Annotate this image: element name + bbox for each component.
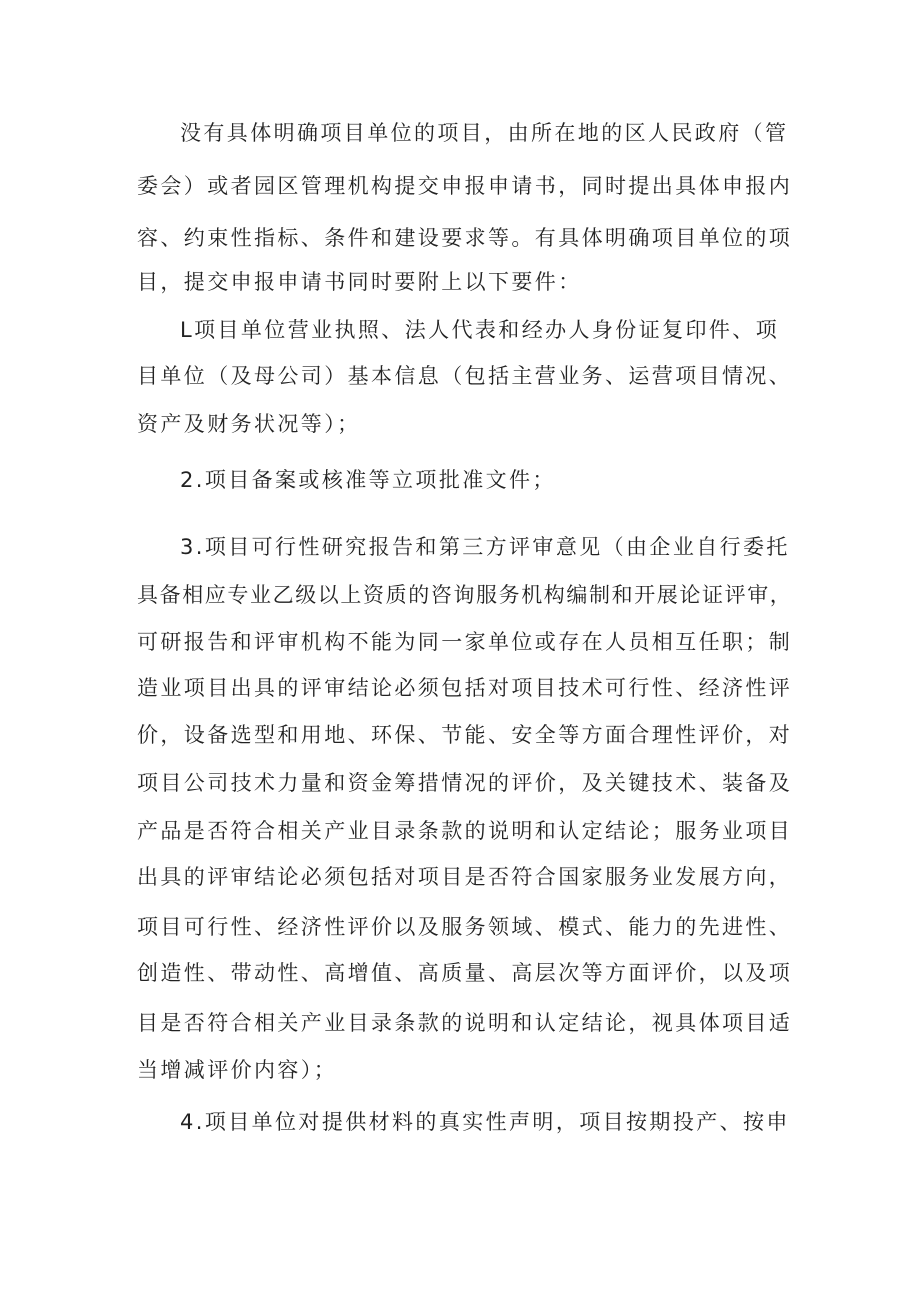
text-line: 产品是否符合相关产业目录条款的说明和认定结论；服务业项目 <box>137 819 793 843</box>
text-line: 委会）或者园区管理机构提交申报申请书，同时提出具体申报内 <box>137 174 793 198</box>
text-line: 目，提交申报申请书同时要附上以下要件： <box>137 270 582 294</box>
text-line: 4.项目单位对提供材料的真实性声明，项目按期投产、按申 <box>180 1110 790 1134</box>
text-line: 可研报告和评审机构不能为同一家单位或存在人员相互任职；制 <box>137 630 793 654</box>
text-line: 出具的评审结论必须包括对项目是否符合国家服务业发展方向， <box>137 865 793 889</box>
text-line: 目是否符合相关产业目录条款的说明和认定结论，视具体项目适 <box>137 1011 793 1035</box>
text-line: L项目单位营业执照、法人代表和经办人身份证复印件、项 <box>180 318 780 342</box>
text-line: 具备相应专业乙级以上资质的咨询服务机构编制和开展论证评审， <box>137 583 793 607</box>
text-line: 2.项目备案或核准等立项批准文件； <box>180 468 556 492</box>
text-line: 价，设备选型和用地、环保、节能、安全等方面合理性评价，对 <box>137 723 793 747</box>
text-line: 造业项目出具的评审结论必须包括对项目技术可行性、经济性评 <box>137 676 793 700</box>
text-line: 目单位（及母公司）基本信息（包括主营业务、运营项目情况、 <box>137 364 793 388</box>
text-line: 容、约束性指标、条件和建设要求等。有具体明确项目单位的项 <box>137 226 793 250</box>
text-line: 当增减评价内容）； <box>137 1058 338 1082</box>
text-line: 3.项目可行性研究报告和第三方评审意见（由企业自行委托 <box>180 535 790 559</box>
text-line: 没有具体明确项目单位的项目，由所在地的区人民政府（管 <box>180 121 789 145</box>
text-line: 项目可行性、经济性评价以及服务领域、模式、能力的先进性、 <box>137 915 793 939</box>
text-line: 创造性、带动性、高增值、高质量、高层次等方面评价，以及项 <box>137 961 793 985</box>
text-line: 项目公司技术力量和资金筹措情况的评价，及关键技术、装备及 <box>137 771 793 795</box>
text-line: 资产及财务状况等）； <box>137 412 361 436</box>
